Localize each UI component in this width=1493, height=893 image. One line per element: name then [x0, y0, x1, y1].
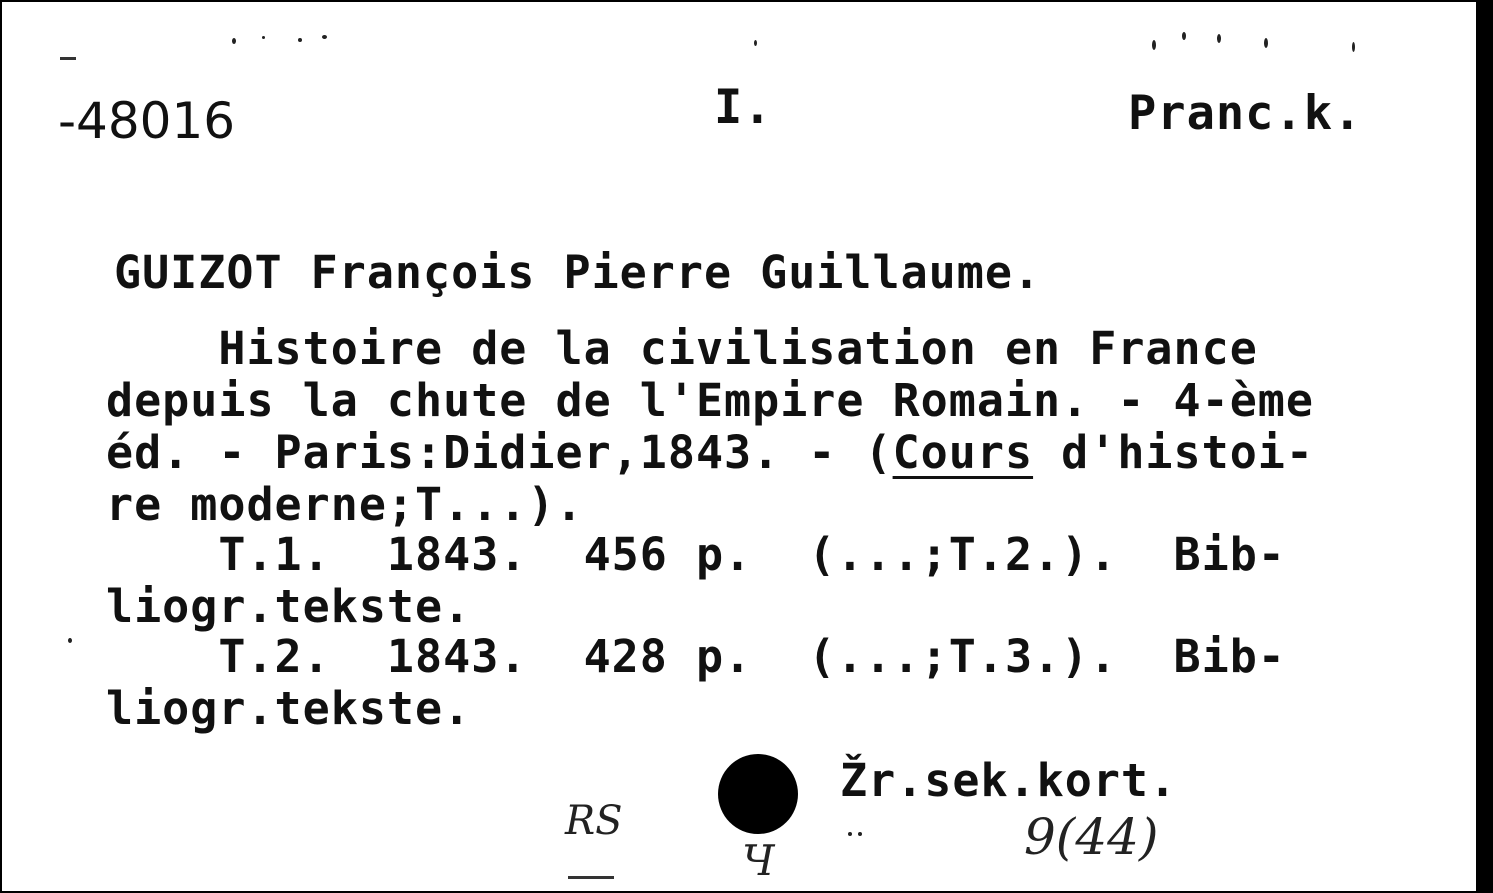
speckle: [322, 35, 327, 39]
handwritten-code: 9(44): [1024, 808, 1159, 866]
volume-2-line: T.2. 1843. 428 p. (...;T.3.). Bib-: [106, 630, 1286, 683]
volume-1-note: liogr.tekste.: [106, 580, 472, 633]
volume-1-line: T.1. 1843. 456 p. (...;T.2.). Bib-: [106, 528, 1286, 581]
speckle: [232, 38, 236, 44]
top-mark: [60, 57, 76, 60]
speckle: [754, 40, 757, 46]
speckle: [848, 832, 852, 836]
handwritten-initials: RS: [565, 798, 623, 844]
source-label: Žr.sek.kort.: [840, 754, 1178, 807]
speckle: [858, 832, 862, 836]
imprint-text: éd. - Paris:Didier,1843. - (: [106, 426, 893, 479]
black-dot-stamp: [718, 754, 798, 834]
author-heading: GUIZOT François Pierre Guillaume.: [114, 246, 1042, 299]
volume-2-note: liogr.tekste.: [106, 682, 472, 735]
handwritten-mark: Ч: [742, 836, 775, 885]
speckle: [1217, 34, 1221, 43]
imprint-line: [106, 426, 1314, 479]
speckle: [1182, 32, 1186, 40]
series-title: Cours: [892, 426, 1034, 479]
series-line: re moderne;T...).: [106, 478, 584, 531]
classification: Pranc.k.: [1128, 86, 1363, 141]
speckle: [298, 38, 302, 42]
speckle: [1352, 42, 1355, 52]
catalog-number: -48016: [58, 92, 236, 150]
title-line-1: Histoire de la civilisation en France: [106, 322, 1258, 375]
volume-number: I.: [714, 80, 773, 135]
speckle: [1152, 40, 1156, 50]
bottom-mark: [568, 876, 614, 879]
series-rest: d'histoi-: [1033, 426, 1314, 479]
title-line-2: depuis la chute de l'Empire Romain. - 4-ème: [106, 374, 1314, 427]
catalog-card: [2, 2, 1476, 891]
speckle: [262, 36, 265, 39]
speckle: [1264, 38, 1268, 48]
speckle: [68, 638, 72, 643]
